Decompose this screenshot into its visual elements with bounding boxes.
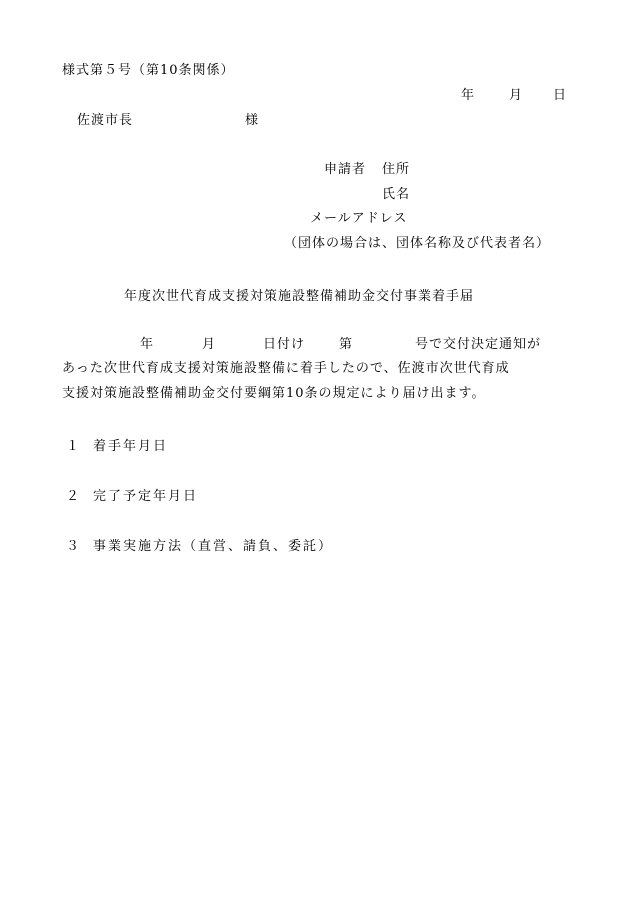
- applicant-label: 申請者: [324, 162, 367, 177]
- item-label: 事業実施方法（直営、請負、委託）: [93, 539, 334, 554]
- body-month-label: 月: [202, 337, 217, 352]
- item-number: ３: [66, 539, 81, 554]
- date-month-label: 月: [509, 88, 524, 103]
- addressee-name: 佐渡市長: [77, 113, 134, 128]
- group-note: （団体の場合は、団体名称及び代表者名）: [284, 236, 551, 251]
- addressee-honorific: 様: [245, 113, 260, 128]
- item-label: 着手年月日: [93, 439, 169, 454]
- address-label: 住所: [382, 162, 411, 177]
- item-label: 完了予定年月日: [93, 489, 199, 504]
- form-number: 様式第５号（第10条関係）: [62, 63, 235, 78]
- body-date-suffix: 日付け: [263, 337, 306, 352]
- body-number-prefix: 第: [339, 337, 354, 352]
- body-line3: 支援対策施設整備補助金交付要綱第10条の規定により届け出ます。: [62, 386, 486, 401]
- body-year-label: 年: [140, 337, 155, 352]
- name-label: 氏名: [382, 187, 411, 202]
- item-number: １: [66, 439, 81, 454]
- body-line2: あった次世代育成支援対策施設整備に着手したので、佐渡市次世代育成: [62, 361, 510, 376]
- item-number: ２: [66, 489, 81, 504]
- date-day-label: 日: [553, 88, 568, 103]
- body-line1-tail: 号で交付決定通知が: [415, 337, 542, 352]
- date-year-label: 年: [461, 88, 476, 103]
- email-label: メールアドレス: [310, 211, 408, 226]
- document-title: 年度次世代育成支援対策施設整備補助金交付事業着手届: [124, 289, 475, 304]
